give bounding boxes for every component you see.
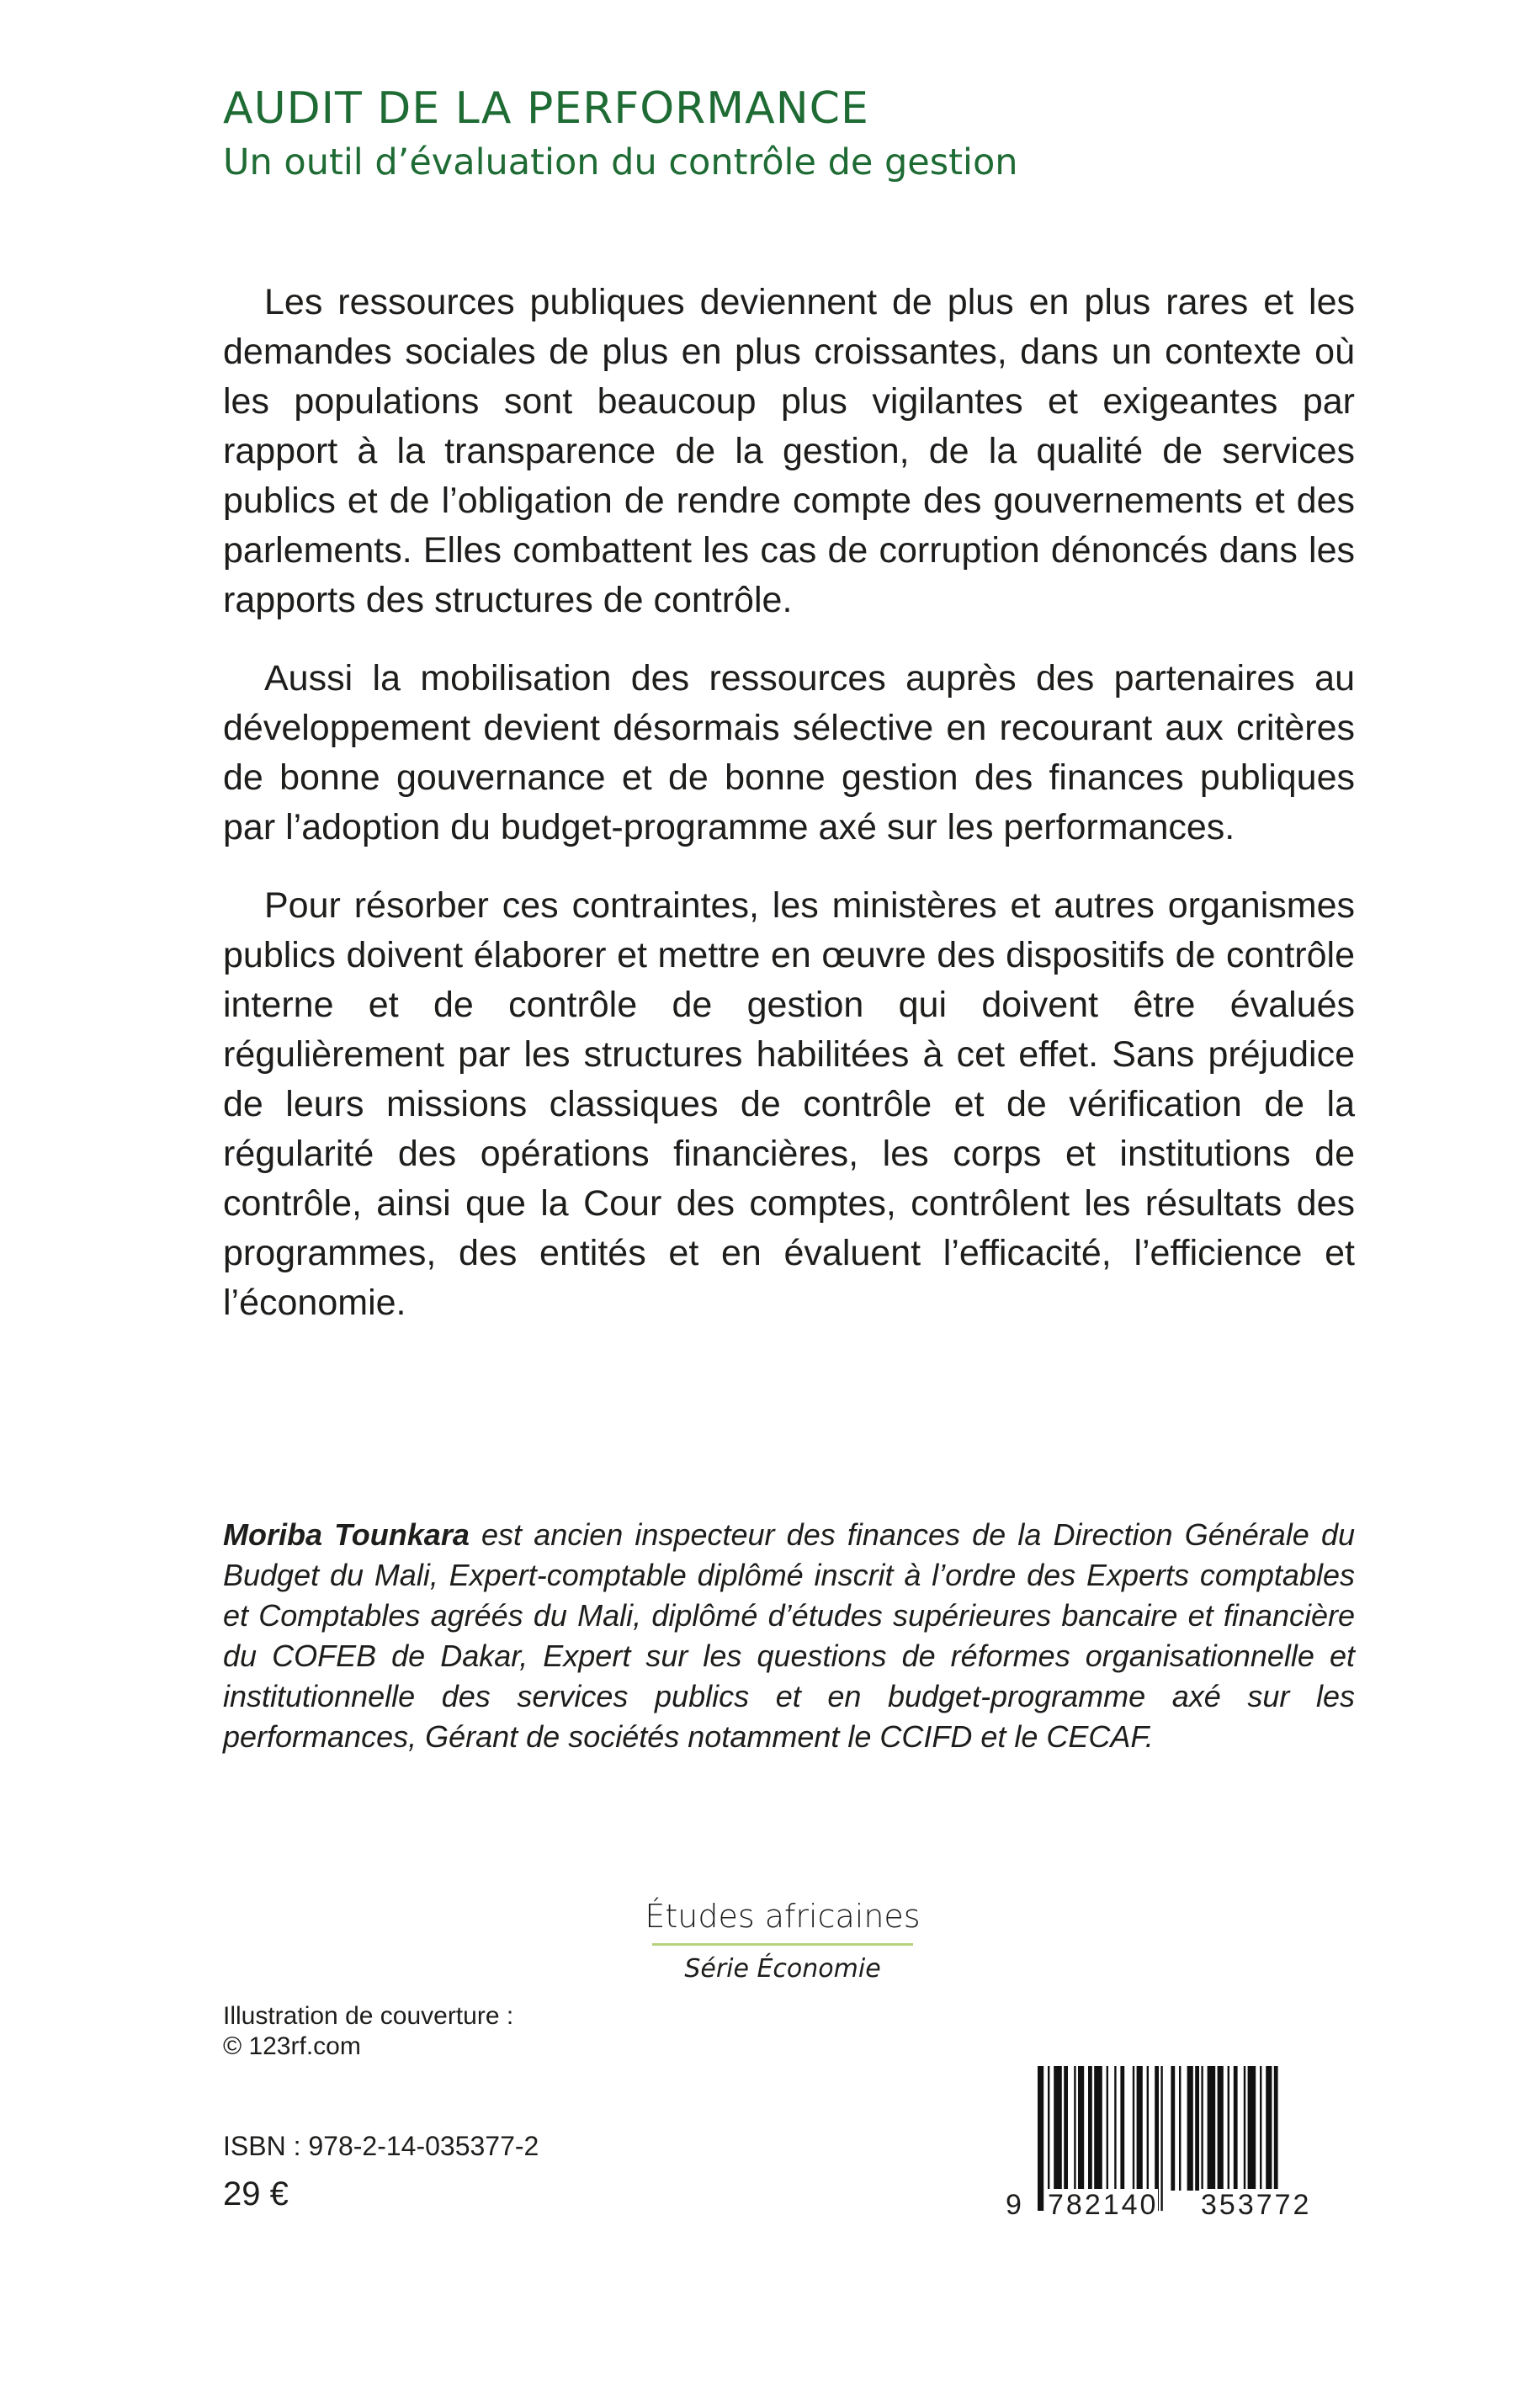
barcode-bar-2 — [1054, 2066, 1062, 2191]
barcode-bar-26 — [1248, 2066, 1256, 2191]
book-subtitle: Un outil d’évaluation du contrôle de gestion — [223, 141, 1018, 183]
barcode-bar-11 — [1133, 2066, 1134, 2191]
illustration-credit — [223, 2001, 513, 2062]
series-divider — [652, 1943, 913, 1946]
barcode-bar-27 — [1260, 2066, 1261, 2191]
barcode-digits — [1006, 2184, 1359, 2226]
barcode-bar-23 — [1228, 2066, 1229, 2191]
barcode-bar-13 — [1147, 2066, 1149, 2191]
paragraph-3: Pour résorber ces contraintes, les ministères et autres organismes publics doivent élaborer et mettre en œuvre des dispositifs de contrôle interne et de contrôle de gestion qui doivent être évalués régulièrement par les structures habilitées à cet effet. Sans préjudice de leurs missions classiques de contrôle et de vérification de la régularité des opérations financières, les corps et institutions de contrôle, ainsi que la Cour des comptes, contrôlent les résultats des programmes, des entités et en évaluent l’efficacité, l’efficience et l’économie. — [223, 885, 1355, 1323]
barcode-bar-21 — [1208, 2066, 1216, 2191]
barcode-bar-18 — [1187, 2066, 1193, 2191]
barcode-bar-9 — [1114, 2066, 1116, 2191]
barcode — [1006, 2066, 1359, 2226]
barcode-bar-6 — [1088, 2066, 1092, 2191]
book-title: AUDIT DE LA PERFORMANCE — [223, 83, 869, 134]
series-block — [614, 1898, 951, 1984]
barcode-bar-20 — [1201, 2066, 1203, 2191]
barcode-bar-22 — [1218, 2066, 1224, 2191]
barcode-bar-24 — [1234, 2066, 1238, 2191]
barcode-bar-12 — [1137, 2066, 1143, 2191]
credit-label: Illustration de couverture : — [223, 2002, 514, 2030]
barcode-bar-3 — [1064, 2066, 1068, 2191]
back-cover-text — [223, 278, 1355, 1357]
author-bio-text: est ancien inspecteur des finances de la Direction Générale du Budget du Mali, Expert-comptable diplômé inscrit à l’ordre des Experts comptables et Comptables agréés du Mali, diplômé d’études supérieures bancaire et financière du COFEB de Dakar, Expert sur les questions de réformes organisationnelle et institutionnelle des services publics et en budget-programme axé sur les performances, Gérant de sociétés notamment le CCIFD et le CECAF. — [223, 1517, 1355, 1754]
paragraph-2: Aussi la mobilisation des ressources auprès des partenaires au développement devient désormais sélective en recourant aux critères de bonne gouvernance et de bonne gestion des finances publiques par l’adoption du budget-programme axé sur les performances. — [223, 658, 1355, 847]
title-block — [223, 84, 1401, 184]
price: 29 € — [223, 2175, 289, 2212]
author-bio — [223, 1515, 1355, 1757]
barcode-bar-5 — [1078, 2066, 1084, 2191]
barcode-bar-16 — [1171, 2066, 1175, 2191]
barcode-bar-8 — [1107, 2066, 1108, 2191]
barcode-bar-7 — [1094, 2066, 1102, 2191]
barcode-bar-19 — [1195, 2066, 1199, 2191]
paragraph-1: Les ressources publiques deviennent de plus en plus rares et les demandes sociales de plus en plus croissantes, dans un contexte où les populations sont beaucoup plus vigilantes et exigeantes par rapport à la transparence de la gestion, de la qualité de services publics et de l’obligation de rendre compte des gouvernements et des parlements. Elles combattent les cas de corruption dénoncés dans les rapports des structures de contrôle. — [223, 282, 1355, 620]
isbn: ISBN : 978-2-14-035377-2 — [223, 2131, 539, 2161]
credit-source: © 123rf.com — [223, 2032, 361, 2060]
author-name: Moriba Tounkara — [223, 1517, 470, 1552]
barcode-left-digits: 782140 — [1048, 2189, 1159, 2221]
series-subseries: Série Économie — [684, 1954, 881, 1984]
barcode-bar-4 — [1074, 2066, 1075, 2191]
barcode-bar-17 — [1179, 2066, 1181, 2191]
barcode-bar-25 — [1244, 2066, 1245, 2191]
barcode-bar-10 — [1120, 2066, 1124, 2191]
barcode-first-digit: 9 — [1006, 2189, 1022, 2221]
barcode-bar-28 — [1266, 2066, 1272, 2191]
series-name: Études africaines — [645, 1898, 921, 1935]
barcode-right-digits: 353772 — [1201, 2189, 1312, 2221]
